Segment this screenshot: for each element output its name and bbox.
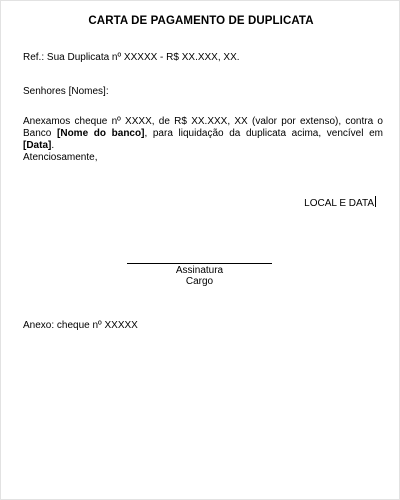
local-and-date[interactable] xyxy=(304,196,376,210)
bank-name-placeholder: [Nome do banco] xyxy=(57,128,145,139)
reference-line: Ref.: Sua Duplicata nº XXXXX - R$ XX.XXX, XX. xyxy=(23,52,240,63)
closing: Atenciosamente, xyxy=(23,152,98,163)
local-and-date-text: LOCAL E DATA xyxy=(304,198,374,209)
document-title: CARTA DE PAGAMENTO DE DUPLICATA xyxy=(88,15,314,27)
date-placeholder: [Data] xyxy=(23,140,52,151)
salutation: Senhores [Nomes]: xyxy=(23,86,109,97)
role-label: Cargo xyxy=(185,276,214,287)
signature-line xyxy=(127,263,272,264)
text-cursor xyxy=(375,196,376,207)
attachment-line: Anexo: cheque nº XXXXX xyxy=(23,320,138,331)
body-text-part3: . xyxy=(51,140,55,151)
signature-label: Assinatura xyxy=(175,265,224,276)
body-paragraph xyxy=(23,116,383,152)
body-text-part2: , para liquidação da duplicata acima, vencível em xyxy=(144,128,383,139)
body-text-part1: Anexamos cheque nº XXXX, de R$ XX.XXX, XX (valor por extenso), contra o Banco xyxy=(23,116,383,139)
